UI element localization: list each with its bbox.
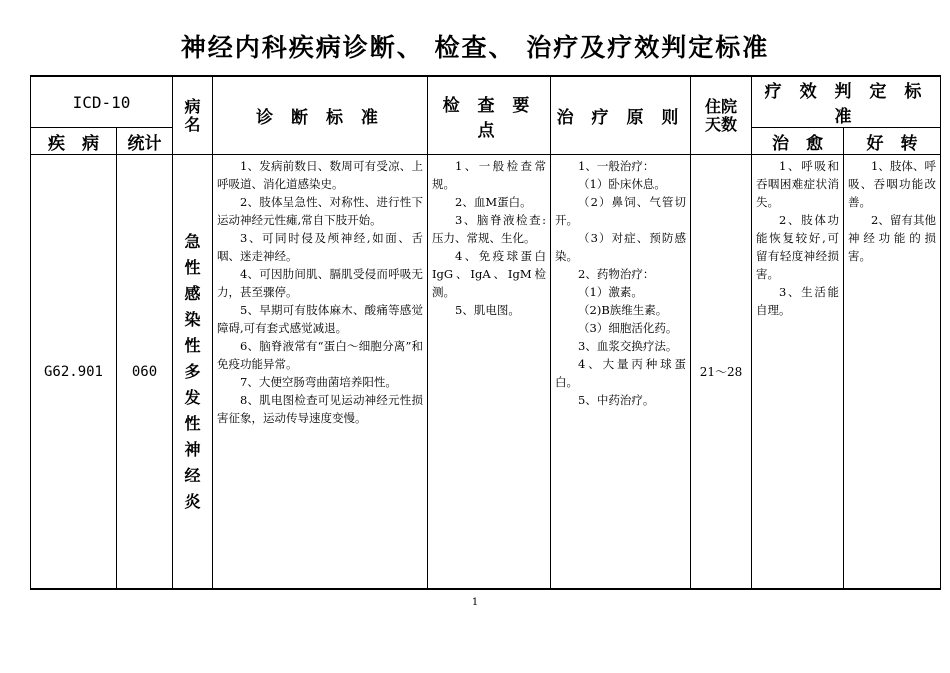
diagnosis-item: 5、早期可有肢体麻木、酸痛等感觉障碍,可有套式感觉减退。 (217, 303, 424, 335)
treatment-item: 5、中药治疗。 (578, 393, 655, 407)
cure-item: 3、生活能自理。 (756, 285, 840, 317)
diagnosis-item: 3、可同时侵及颅神经,如面、舌咽、迷走神经。 (217, 231, 424, 263)
diagnosis-item: 8、肌电图检查可见运动神经元性损害征象，运动传导速度变慢。 (217, 393, 424, 425)
standards-table (30, 75, 941, 590)
cure-item: 2、肢体功能恢复较好,可留有轻度神经损害。 (756, 213, 840, 281)
disease-name-char: 急 (184, 231, 201, 251)
page-title: 神经内科疾病诊断、 检查、 治疗及疗效判定标准 (180, 33, 770, 62)
diagnosis-item: 2、肢体呈急性、对称性、进行性下运动神经元性瘫,常自下肢开始。 (217, 195, 424, 227)
disease-name-char: 发 (184, 387, 201, 407)
disease-name-char: 感 (184, 283, 201, 303)
treatment-item: 1、一般治疗： (578, 159, 655, 173)
disease-name (173, 155, 213, 590)
treatment-item: 4、大量丙种球蛋白。 (555, 357, 687, 389)
page-number: 1 (471, 597, 479, 608)
treatment-item: （2）鼻饲、气管切开。 (555, 195, 687, 227)
improve-item: 2、留有其他神经功能的损害。 (848, 213, 937, 263)
exam-cell (428, 155, 551, 590)
header-cure: 治 愈 (752, 128, 844, 155)
exam-item: 3、脑脊液检查:压力、常规、生化。 (432, 213, 547, 245)
exam-item: 4、免疫球蛋白IgG、IgA、IgM检测。 (432, 249, 547, 299)
header-days (691, 76, 752, 155)
disease-name-char: 经 (184, 465, 201, 485)
treatment-cell (551, 155, 691, 590)
cure-item: 1、呼吸和吞咽困难症状消失。 (756, 159, 840, 209)
treatment-item: （3）对症、预防感染。 (555, 231, 687, 263)
disease-name-char: 多 (184, 361, 201, 381)
header-disease: 疾 病 (31, 128, 117, 155)
header-name-text: 病名 (184, 96, 201, 134)
improve-cell (844, 155, 941, 590)
stat-code: 060 (117, 155, 173, 590)
disease-name-char: 性 (184, 335, 201, 355)
exam-item: 2、血M蛋白。 (455, 195, 532, 209)
exam-item: 1、一般检查常规。 (432, 159, 547, 191)
diagnosis-item: 6、脑脊液常有“蛋白～细胞分离”和免疫功能异常。 (217, 339, 424, 371)
diagnosis-item: 4、可因肋间肌、膈肌受侵而呼吸无力，甚至骤停。 (217, 267, 424, 299)
disease-name-char: 染 (184, 309, 201, 329)
header-exam: 检 查 要 点 (428, 76, 551, 155)
disease-name-char: 神 (184, 439, 201, 459)
diagnosis-cell (213, 155, 428, 590)
improve-item: 1、肢体、呼吸、吞咽功能改善。 (848, 159, 937, 209)
treatment-item: （2)B族维生素。 (578, 303, 668, 317)
exam-item: 5、肌电图。 (455, 303, 520, 317)
header-days-text: 住院天数 (705, 96, 738, 134)
header-icd: ICD-10 (31, 76, 173, 128)
cure-cell (752, 155, 844, 590)
header-diagnosis: 诊 断 标 准 (213, 76, 428, 155)
header-stat: 统计 (117, 128, 173, 155)
disease-name-char: 性 (184, 257, 201, 277)
disease-name-char: 性 (184, 413, 201, 433)
header-treatment: 治 疗 原 则 (551, 76, 691, 155)
diagnosis-item: 1、发病前数日、数周可有受凉、上呼吸道、消化道感染史。 (217, 159, 424, 191)
header-efficacy: 疗 效 判 定 标 准 (752, 76, 941, 128)
header-improve: 好 转 (844, 128, 941, 155)
treatment-item: （1）卧床休息。 (578, 177, 666, 191)
disease-name-char: 炎 (184, 491, 201, 511)
treatment-item: 2、药物治疗： (578, 267, 655, 281)
diagnosis-item: 7、大便空肠弯曲菌培养阳性。 (240, 375, 397, 389)
header-name (173, 76, 213, 155)
treatment-item: （1）激素。 (578, 285, 643, 299)
hospital-days: 21～28 (691, 155, 752, 590)
treatment-item: （3）细胞活化药。 (578, 321, 678, 335)
icd-code: G62.901 (31, 155, 117, 590)
treatment-item: 3、血浆交换疗法。 (578, 339, 678, 353)
